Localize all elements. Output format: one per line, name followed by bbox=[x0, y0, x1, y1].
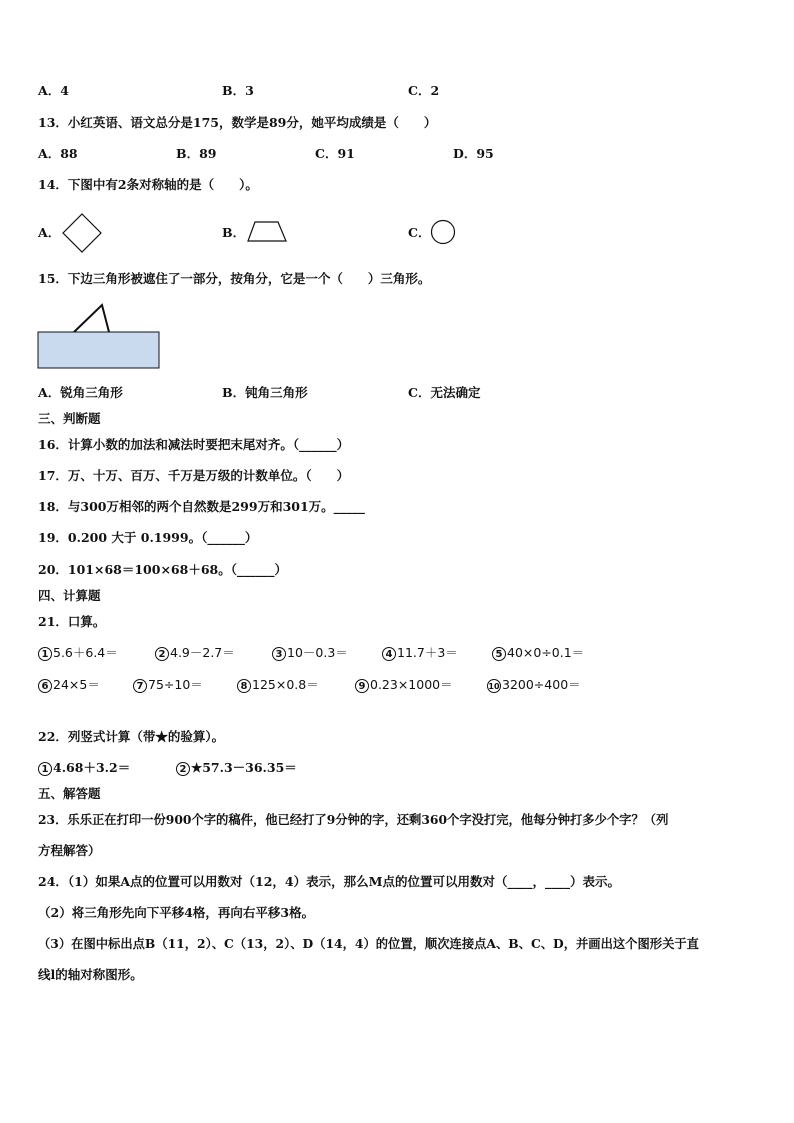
q21-item-6: 6 24×5＝ bbox=[38, 677, 100, 693]
circle-shape-figure bbox=[430, 219, 456, 245]
q15-option-c: C．无法确定 bbox=[408, 385, 481, 400]
q24-part1: 24．（1）如果A点的位置可以用数对（12，4）表示，那么M点的位置可以用数对（____，____）表示。 bbox=[38, 874, 620, 889]
q15-question: 15．下边三角形被遮住了一部分，按角分，它是一个（ ）三角形。 bbox=[38, 271, 431, 286]
q24-part3-line1: （3）在图中标出点B（11，2）、C（13，2）、D（14，4）的位置，顺次连接点A、B、C、D，并画出这个图形关于直 bbox=[38, 936, 699, 951]
q19-statement: 19．0.200 大于 0.1999。（______） bbox=[38, 530, 258, 545]
q21-item-10: 10 3200÷400＝ bbox=[488, 677, 581, 692]
q24-part2: （2）将三角形先向下平移4格，再向右平移3格。 bbox=[38, 905, 315, 920]
q16-statement: 16．计算小数的加法和减法时要把末尾对齐。（______） bbox=[38, 437, 350, 452]
q13-option-b: B．89 bbox=[176, 146, 217, 161]
section-title-word-problems: 五、解答题 bbox=[38, 786, 101, 801]
q15-option-b: B．钝角三角形 bbox=[222, 385, 308, 400]
q14-option-a: A． bbox=[38, 225, 61, 240]
diamond-shape-figure bbox=[62, 213, 102, 253]
q22-item-1: 1 4.68＋3.2＝ bbox=[38, 760, 130, 776]
q22-item-2: 2 ★57.3－36.35＝ bbox=[176, 760, 297, 776]
q12-option-c: C．2 bbox=[408, 83, 440, 98]
q12-option-b: B．3 bbox=[222, 83, 254, 98]
section-title-judgement: 三、判断题 bbox=[38, 411, 101, 426]
q21-item-3: 3 10－0.3＝ bbox=[272, 645, 348, 661]
q22-question: 22．列竖式计算（带★的验算）。 bbox=[38, 729, 225, 744]
q21-item-4: 4 11.7＋3＝ bbox=[382, 645, 458, 661]
q23-question-line2: 方程解答） bbox=[38, 843, 101, 858]
q21-item-2: 2 4.9－2.7＝ bbox=[155, 645, 235, 661]
q20-statement: 20．101×68＝100×68＋68。（______） bbox=[38, 562, 287, 577]
section-title-calculation: 四、计算题 bbox=[38, 588, 101, 603]
q13-option-d: D．95 bbox=[453, 146, 494, 161]
q21-item-7: 7 75÷10＝ bbox=[133, 677, 203, 693]
q14-option-b: B． bbox=[222, 225, 246, 240]
q14-question: 14．下图中有2条对称轴的是（ ）。 bbox=[38, 177, 258, 192]
q18-statement: 18．与300万相邻的两个自然数是299万和301万。_____ bbox=[38, 499, 365, 514]
q21-item-9: 9 0.23×1000＝ bbox=[355, 677, 453, 693]
q21-question: 21．口算。 bbox=[38, 614, 106, 629]
q23-question-line1: 23．乐乐正在打印一份900个字的稿件，他已经打了9分钟的字，还剩360个字没打完，他每分钟打多少个字？（列 bbox=[38, 812, 669, 827]
q21-item-1: 1 5.6＋6.4＝ bbox=[38, 645, 118, 661]
q15-option-a: A．锐角三角形 bbox=[38, 385, 123, 400]
trapezoid-shape-figure bbox=[246, 220, 288, 244]
q13-question: 13．小红英语、语文总分是175，数学是89分，她平均成绩是（ ） bbox=[38, 115, 437, 130]
q21-item-8: 8 125×0.8＝ bbox=[237, 677, 319, 693]
q13-option-a: A．88 bbox=[38, 146, 78, 161]
q17-statement: 17．万、十万、百万、千万是万级的计数单位。（ ） bbox=[38, 468, 350, 483]
q12-option-a: A．4 bbox=[38, 83, 69, 98]
covered-triangle-figure bbox=[36, 300, 162, 372]
q14-option-c: C． bbox=[408, 225, 431, 240]
q24-part3-line2: 线l的轴对称图形。 bbox=[38, 967, 143, 982]
q21-item-5: 5 40×0÷0.1＝ bbox=[492, 645, 584, 661]
q13-option-c: C．91 bbox=[315, 146, 355, 161]
